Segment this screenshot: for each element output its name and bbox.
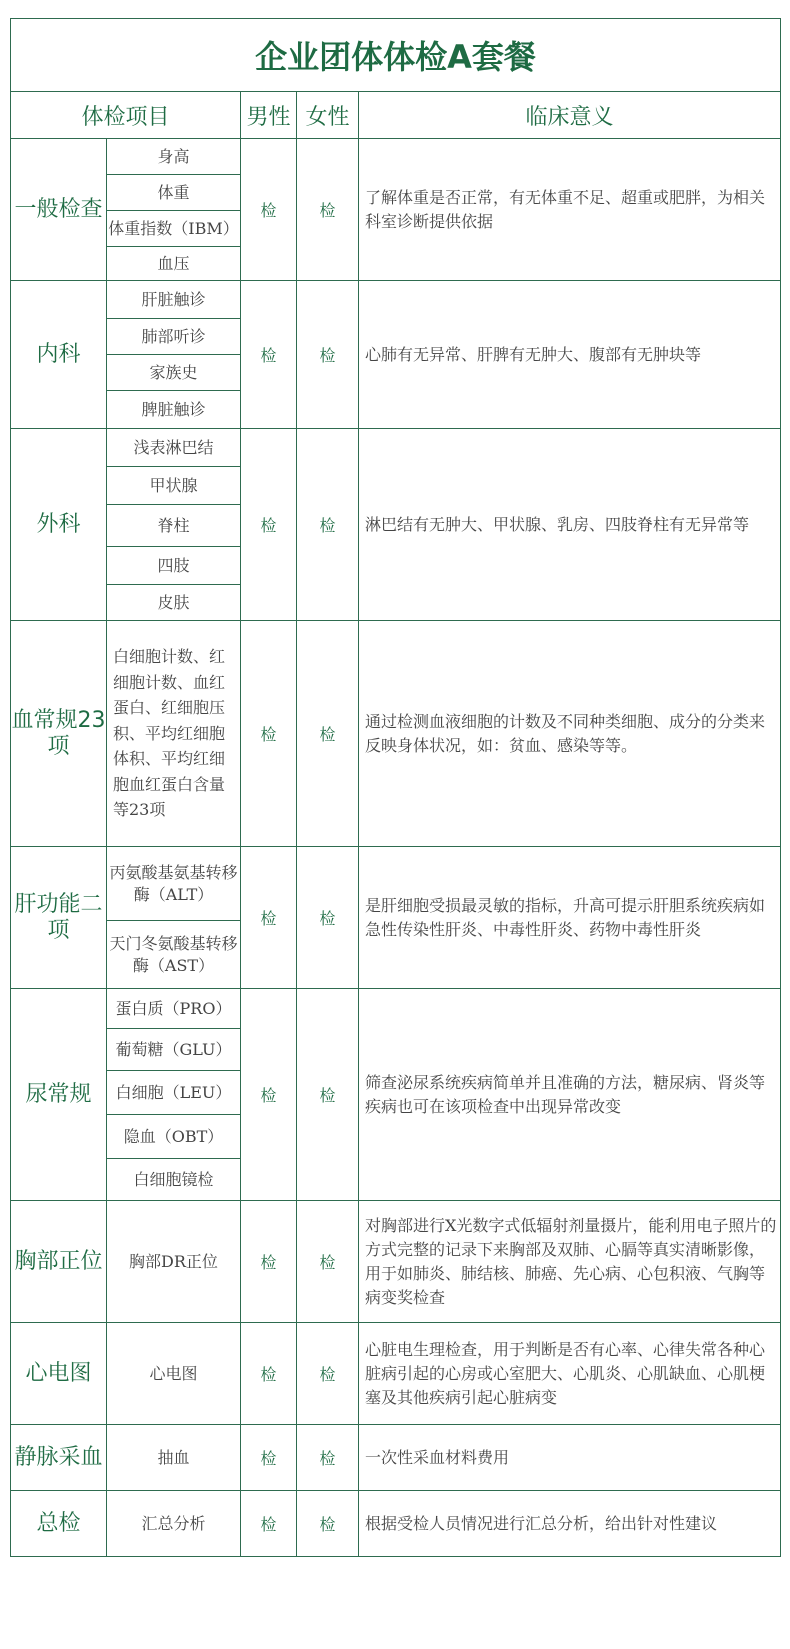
category-ecg: 心电图 [11, 1323, 107, 1425]
item-lymph-nodes: 浅表淋巴结 [107, 429, 241, 467]
category-surgery: 外科 [11, 429, 107, 621]
category-urine-routine: 尿常规 [11, 989, 107, 1201]
page-title: 企业团体体检A套餐 [11, 19, 781, 92]
female-check: 检 [297, 1323, 359, 1425]
male-check: 检 [241, 989, 297, 1201]
item-ecg: 心电图 [107, 1323, 241, 1425]
female-check: 检 [297, 989, 359, 1201]
item-blood-pressure: 血压 [107, 247, 241, 281]
item-thyroid: 甲状腺 [107, 467, 241, 505]
package-table-wrapper [10, 18, 780, 1557]
meaning-urine-routine: 筛查泌尿系统疾病简单并且准确的方法，糖尿病、肾炎等疾病也可在该项检查中出现异常改变 [359, 989, 781, 1201]
meaning-ecg: 心脏电生理检查，用于判断是否有心率、心律失常各种心脏病引起的心房或心室肥大、心肌炎、心肌缺血、心肌梗塞及其他疾病引起心脏病变 [359, 1323, 781, 1425]
category-internal: 内科 [11, 281, 107, 429]
male-check: 检 [241, 1323, 297, 1425]
category-liver-function: 肝功能二项 [11, 847, 107, 989]
male-check: 检 [241, 139, 297, 281]
meaning-internal: 心肺有无异常、肝脾有无肿大、腹部有无肿块等 [359, 281, 781, 429]
package-table [10, 18, 781, 1557]
meaning-liver-function: 是肝细胞受损最灵敏的指标，升高可提示肝胆系统疾病如急性传染性肝炎、中毒性肝炎、药物中毒性肝炎 [359, 847, 781, 989]
meaning-blood-draw: 一次性采血材料费用 [359, 1425, 781, 1491]
female-check: 检 [297, 281, 359, 429]
male-check: 检 [241, 847, 297, 989]
category-blood-routine: 血常规23项 [11, 621, 107, 847]
item-weight: 体重 [107, 175, 241, 211]
header-male: 男性 [241, 92, 297, 139]
meaning-surgery: 淋巴结有无肿大、甲状腺、乳房、四肢脊柱有无异常等 [359, 429, 781, 621]
meaning-general: 了解体重是否正常，有无体重不足、超重或肥胖，为相关科室诊断提供依据 [359, 139, 781, 281]
meaning-blood-routine: 通过检测血液细胞的计数及不同种类细胞、成分的分类来反映身体状况，如：贫血、感染等等。 [359, 621, 781, 847]
female-check: 检 [297, 139, 359, 281]
item-family-history: 家族史 [107, 355, 241, 391]
item-bmi: 体重指数（IBM） [107, 211, 241, 247]
female-check: 检 [297, 847, 359, 989]
item-skin: 皮肤 [107, 585, 241, 621]
item-blood-draw: 抽血 [107, 1425, 241, 1491]
category-general: 一般检查 [11, 139, 107, 281]
female-check: 检 [297, 1201, 359, 1323]
item-spine: 脊柱 [107, 505, 241, 547]
item-protein: 蛋白质（PRO） [107, 989, 241, 1029]
item-summary: 汇总分析 [107, 1491, 241, 1557]
header-meaning: 临床意义 [359, 92, 781, 139]
male-check: 检 [241, 1425, 297, 1491]
male-check: 检 [241, 1491, 297, 1557]
header-item: 体检项目 [11, 92, 241, 139]
male-check: 检 [241, 281, 297, 429]
female-check: 检 [297, 1491, 359, 1557]
male-check: 检 [241, 1201, 297, 1323]
item-blood-routine: 白细胞计数、红细胞计数、血红蛋白、红细胞压积、平均红细胞体积、平均红细胞血红蛋白含量等23项 [107, 621, 241, 847]
category-summary: 总检 [11, 1491, 107, 1557]
item-occult-blood: 隐血（OBT） [107, 1115, 241, 1159]
category-blood-draw: 静脉采血 [11, 1425, 107, 1491]
female-check: 检 [297, 621, 359, 847]
category-chest: 胸部正位 [11, 1201, 107, 1323]
male-check: 检 [241, 429, 297, 621]
item-limbs: 四肢 [107, 547, 241, 585]
female-check: 检 [297, 1425, 359, 1491]
item-height: 身高 [107, 139, 241, 175]
item-leukocyte: 白细胞（LEU） [107, 1071, 241, 1115]
item-leukocyte-microscopy: 白细胞镜检 [107, 1159, 241, 1201]
header-female: 女性 [297, 92, 359, 139]
item-glucose: 葡萄糖（GLU） [107, 1029, 241, 1071]
item-lung-auscultation: 肺部听诊 [107, 319, 241, 355]
item-alt: 丙氨酸基氨基转移酶（ALT） [107, 847, 241, 921]
header-row [11, 92, 781, 139]
female-check: 检 [297, 429, 359, 621]
male-check: 检 [241, 621, 297, 847]
meaning-chest: 对胸部进行X光数字式低辐射剂量摄片，能利用电子照片的方式完整的记录下来胸部及双肺、心膈等真实清晰影像，用于如肺炎、肺结核、肺癌、先心病、心包积液、气胸等病变奖检查 [359, 1201, 781, 1323]
item-ast: 天门冬氨酸基转移酶（AST） [107, 921, 241, 989]
meaning-summary: 根据受检人员情况进行汇总分析，给出针对性建议 [359, 1491, 781, 1557]
item-chest-dr: 胸部DR正位 [107, 1201, 241, 1323]
item-spleen-palpation: 脾脏触诊 [107, 391, 241, 429]
item-liver-palpation: 肝脏触诊 [107, 281, 241, 319]
